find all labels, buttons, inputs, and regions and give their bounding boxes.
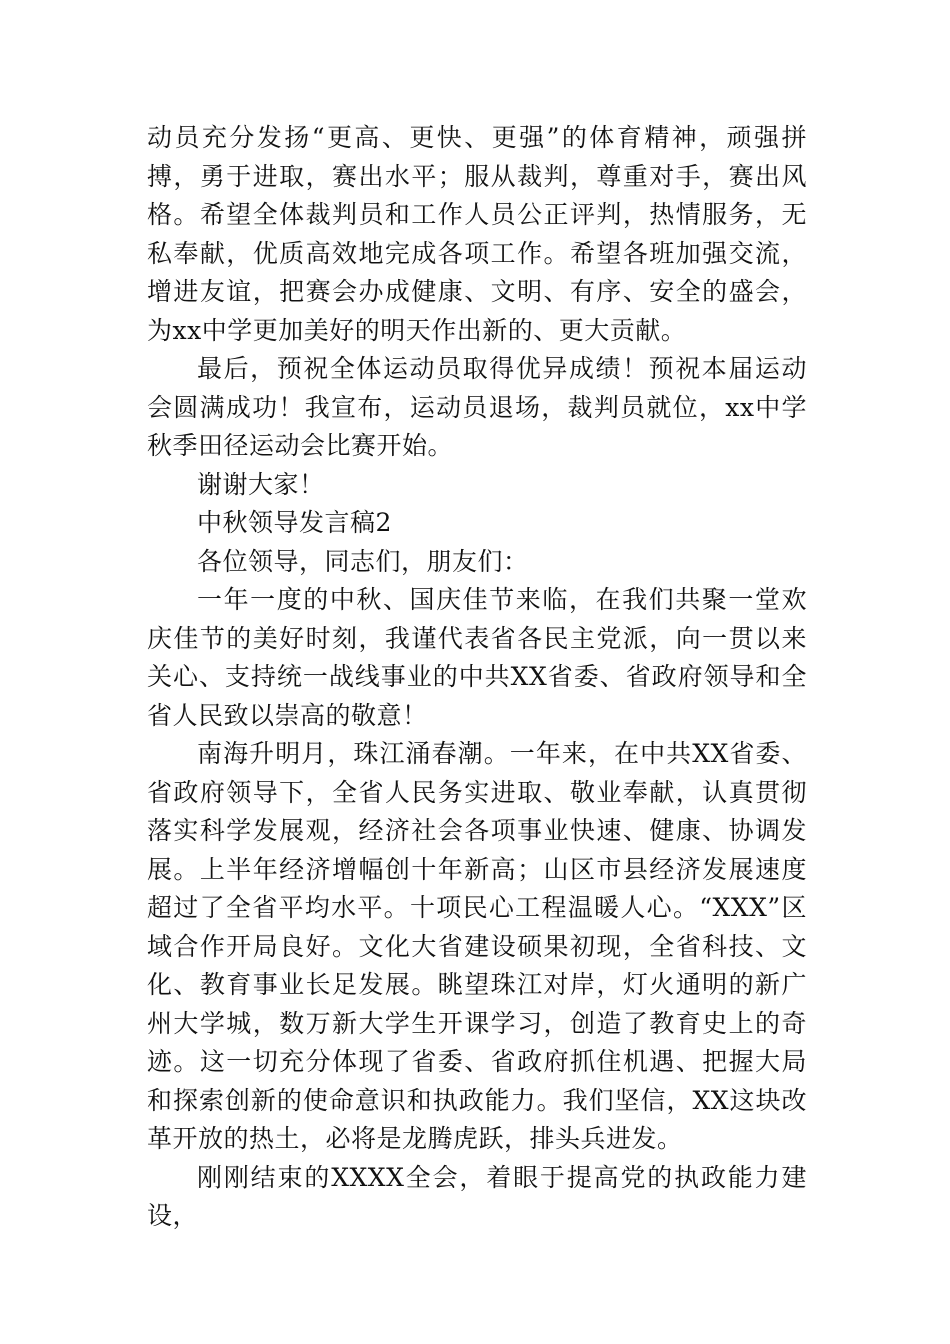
document-page	[147, 119, 807, 1236]
salutation: 各位领导，同志们，朋友们：	[197, 546, 529, 576]
section-title: 中秋领导发言稿2	[197, 508, 392, 537]
paragraph-year-review: 南海升明月，珠江涌春潮。一年来，在中共XX省委、省政府领导下，全省人民务实进取、敬业奉献，认真贯彻落实科学发展观，经济社会各项事业快速、健康、协调发展。上半年经济增幅创十年新高；山区市县经济发展速度超过了全省平均水平。十项民心工程温暖人心。“XXX”区域合作开局良好。文化大省建设硕果初现，全省科技、文化、教育事业长足发展。眺望珠江对岸，灯火通明的新广州大学城，数万新大学生开课学习，创造了教育史上的奇迹。这一切充分体现了省委、省政府抓住机遇、把握大局和探索创新的使命意识和执政能力。我们坚信，XX这块改革开放的热土，必将是龙腾虎跃，排头兵进发。	[147, 739, 807, 1153]
paragraph-festival-greeting: 一年一度的中秋、国庆佳节来临，在我们共聚一堂欢庆佳节的美好时刻，我谨代表省各民主党派，向一贯以来关心、支持统一战线事业的中共XX省委、省政府领导和全省人民致以崇高的敬意！	[147, 585, 807, 730]
paragraph-thanks: 谢谢大家！	[197, 469, 325, 499]
paragraph-sports-spirit: 动员充分发扬“更高、更快、更强”的体育精神，顽强拼搏，勇于进取，赛出水平；服从裁判，尊重对手，赛出风格。希望全体裁判员和工作人员公正评判，热情服务，无私奉献，优质高效地完成各项工作。希望各班加强交流，增进友谊，把赛会办成健康、文明、有序、安全的盛会，为xx中学更加美好的明天作出新的、更大贡献。	[147, 123, 807, 345]
paragraph-closing-wishes: 最后，预祝全体运动员取得优异成绩！预祝本届运动会圆满成功！我宣布，运动员退场，裁判员就位，xx中学秋季田径运动会比赛开始。	[147, 354, 807, 460]
paragraph-plenary-session: 刚刚结束的XXXX全会，着眼于提高党的执政能力建设，	[147, 1162, 807, 1230]
